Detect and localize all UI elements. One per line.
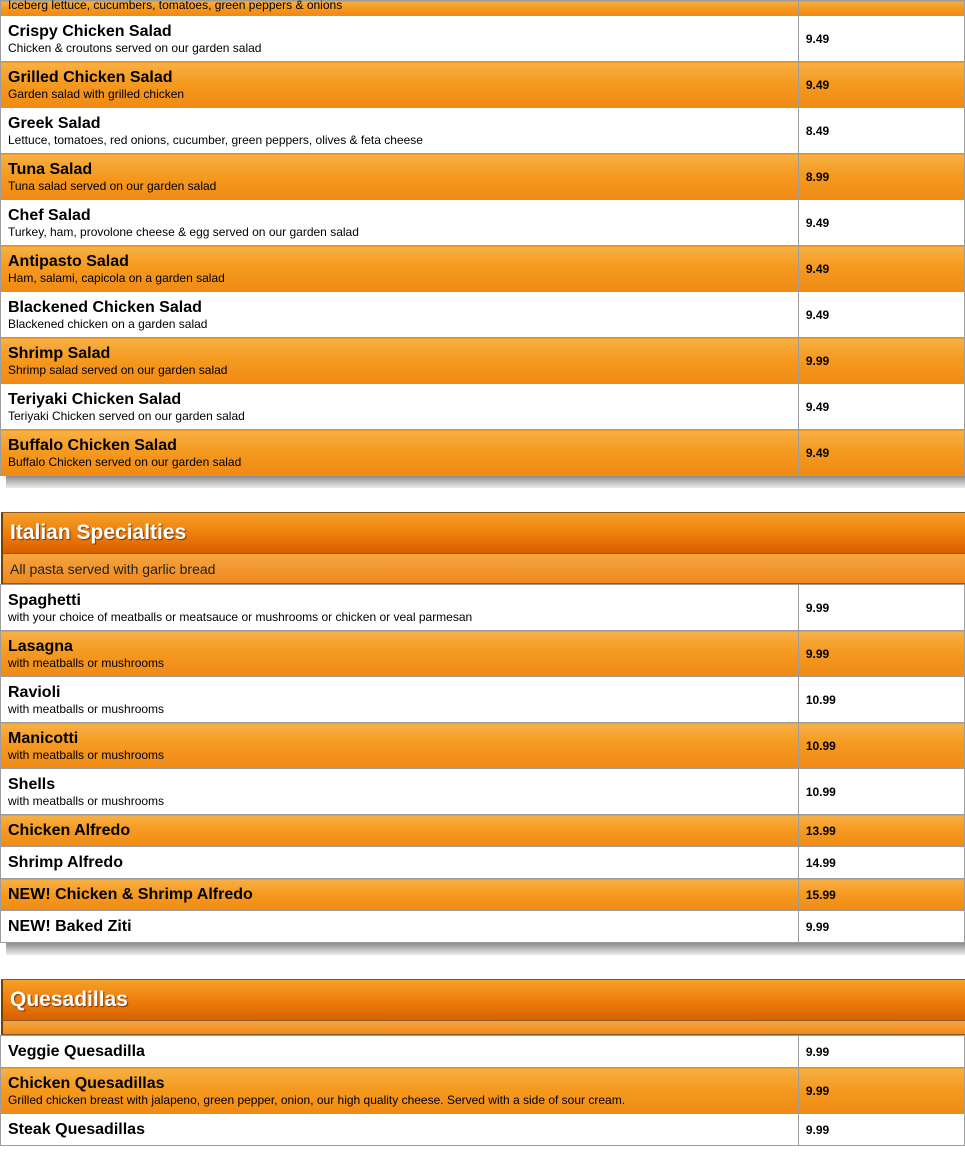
menu-item-row — [1, 911, 965, 943]
item-price: 9.99 — [798, 585, 964, 631]
item-name: NEW! Chicken & Shrimp Alfredo — [8, 886, 253, 903]
item-description: with your choice of meatballs or meatsauce or mushrooms or chicken or veal parmesan — [8, 609, 473, 624]
item-name: Lasagna — [8, 637, 73, 655]
item-description: Chicken & croutons served on our garden salad — [8, 40, 262, 55]
item-name: Chicken Quesadillas — [8, 1074, 165, 1092]
item-name: Shells — [8, 775, 56, 793]
item-price: 9.99 — [798, 631, 964, 677]
menu-item-row — [1, 62, 965, 108]
item-price: 10.99 — [798, 677, 964, 723]
table-shadow — [6, 943, 965, 955]
item-description: Turkey, ham, provolone cheese & egg served on our garden salad — [8, 224, 359, 239]
section-title: Italian Specialties — [10, 521, 187, 544]
item-name: Manicotti — [8, 729, 79, 747]
table-shadow — [6, 476, 965, 488]
menu-item-row — [1, 1068, 965, 1114]
item-description: with meatballs or mushrooms — [8, 655, 165, 670]
item-price: 9.49 — [798, 246, 964, 292]
item-description: with meatballs or mushrooms — [8, 793, 165, 808]
item-price: 9.49 — [798, 384, 964, 430]
section-header-quesadillas — [1, 979, 965, 1021]
item-name: Tuna Salad — [8, 160, 93, 178]
menu-item-row — [1, 430, 965, 476]
item-price: 14.99 — [798, 847, 964, 879]
menu-item-row — [1, 246, 965, 292]
menu-item-row — [1, 723, 965, 769]
item-price: 9.99 — [798, 1036, 964, 1068]
item-description: with meatballs or mushrooms — [8, 701, 165, 716]
item-price: 8.99 — [798, 154, 964, 200]
item-price: 9.49 — [798, 292, 964, 338]
menu-item-row — [1, 292, 965, 338]
item-name: Blackened Chicken Salad — [8, 298, 202, 316]
menu-item-row — [1, 769, 965, 815]
item-price: 10.99 — [798, 769, 964, 815]
menu-item-row — [1, 879, 965, 911]
section-title: Quesadillas — [10, 988, 128, 1011]
item-description: Garden salad with grilled chicken — [8, 86, 185, 101]
item-price: 9.49 — [798, 62, 964, 108]
salads-table — [0, 0, 965, 476]
menu-item-row — [1, 154, 965, 200]
item-price: 9.49 — [798, 16, 964, 62]
item-description: with meatballs or mushrooms — [8, 747, 165, 762]
item-description: Iceberg lettuce, cucumbers, tomatoes, green peppers & onions — [8, 0, 343, 12]
item-name: Grilled Chicken Salad — [8, 68, 173, 86]
menu-item-row — [1, 1114, 965, 1146]
menu-item-row — [1, 1, 965, 16]
item-price: 9.49 — [798, 430, 964, 476]
menu-item-row — [1, 384, 965, 430]
section-subtitle — [1, 1021, 965, 1035]
item-price: 8.49 — [798, 108, 964, 154]
item-name: Teriyaki Chicken Salad — [8, 390, 182, 408]
menu-item-row — [1, 108, 965, 154]
item-name: Chicken Alfredo — [8, 822, 131, 839]
menu-item-row — [1, 200, 965, 246]
item-name: Spaghetti — [8, 591, 81, 609]
quesadillas-table — [0, 1035, 965, 1146]
item-description: Blackened chicken on a garden salad — [8, 316, 208, 331]
item-description: Ham, salami, capicola on a garden salad — [8, 270, 225, 285]
menu-item-row — [1, 847, 965, 879]
item-description: Tuna salad served on our garden salad — [8, 178, 217, 193]
item-name: Chef Salad — [8, 206, 91, 224]
item-price: 15.99 — [798, 879, 964, 911]
section-subtitle: All pasta served with garlic bread — [1, 554, 965, 584]
item-name: Steak Quesadillas — [8, 1121, 145, 1138]
menu-item-row — [1, 677, 965, 723]
section-header-italian — [1, 512, 965, 554]
menu-item-row — [1, 815, 965, 847]
item-name: Buffalo Chicken Salad — [8, 436, 177, 454]
item-name: Antipasto Salad — [8, 252, 129, 270]
menu-item-row — [1, 1036, 965, 1068]
item-description: Buffalo Chicken served on our garden salad — [8, 454, 242, 469]
item-name: Greek Salad — [8, 114, 101, 132]
item-name: Veggie Quesadilla — [8, 1043, 145, 1060]
item-price: 9.49 — [798, 200, 964, 246]
item-price: 13.99 — [798, 815, 964, 847]
item-name: Ravioli — [8, 683, 61, 701]
menu-item-row — [1, 338, 965, 384]
item-description: Shrimp salad served on our garden salad — [8, 362, 228, 377]
item-price: 9.99 — [798, 911, 964, 943]
item-description: Teriyaki Chicken served on our garden salad — [8, 408, 245, 423]
item-name: Shrimp Salad — [8, 344, 111, 362]
menu-item-row — [1, 585, 965, 631]
item-description: Lettuce, tomatoes, red onions, cucumber, green peppers, olives & feta cheese — [8, 132, 423, 147]
item-price: 9.99 — [798, 1068, 964, 1114]
item-price: 10.99 — [798, 723, 964, 769]
italian-table — [0, 584, 965, 943]
item-name: NEW! Baked Ziti — [8, 918, 132, 935]
item-price: 9.99 — [798, 1114, 964, 1146]
menu-item-row — [1, 631, 965, 677]
item-price: 9.99 — [798, 338, 964, 384]
item-description: Grilled chicken breast with jalapeno, green pepper, onion, our high quality cheese. Served with a side of sour cream. — [8, 1092, 626, 1107]
item-name: Shrimp Alfredo — [8, 854, 123, 871]
item-name: Crispy Chicken Salad — [8, 22, 172, 40]
menu-item-row — [1, 16, 965, 62]
